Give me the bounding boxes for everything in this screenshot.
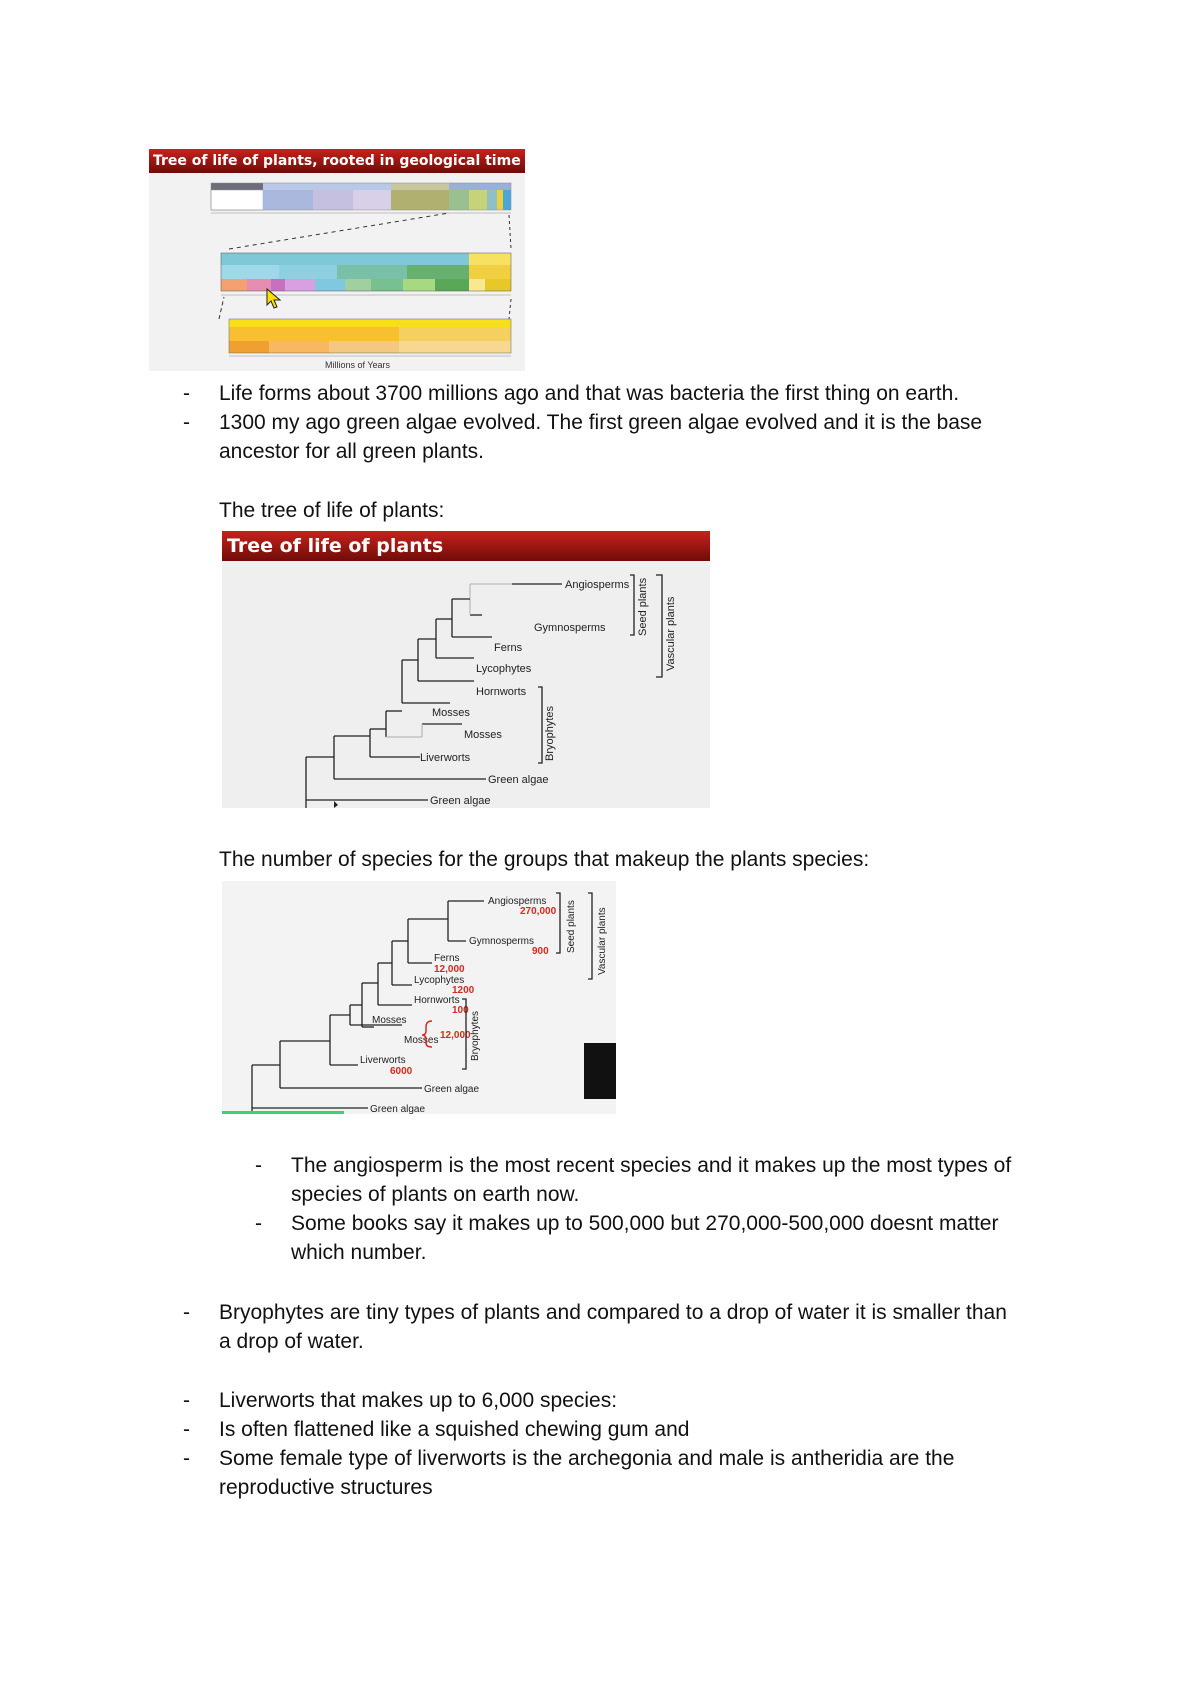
cursor-icon xyxy=(267,289,280,308)
bullet-dash: - xyxy=(183,1389,190,1412)
taxon-label: Green algae xyxy=(370,1104,426,1114)
taxon-label: Hornworts xyxy=(476,686,527,698)
count-lycophytes: 1200 xyxy=(452,985,475,996)
bullet-text: Liverworts that makes up to 6,000 species: xyxy=(219,1389,618,1412)
bullet-text: Bryophytes are tiny types of plants and compared to a drop of water it is smaller than xyxy=(219,1301,1007,1324)
taxon-label: Liverworts xyxy=(420,752,471,764)
heading-tree: The tree of life of plants: xyxy=(219,499,445,522)
bullet-text: Some books say it makes up to 500,000 but 270,000-500,000 doesnt matter xyxy=(291,1212,999,1235)
bullet-dash: - xyxy=(183,1301,190,1324)
bullet-text-continued: reproductive structures xyxy=(219,1476,433,1499)
count-hornworts: 100 xyxy=(452,1005,469,1016)
tree-of-life-figure xyxy=(222,531,710,808)
bullet-dash: - xyxy=(183,411,190,434)
bullet-text: Some female type of liverworts is the archegonia and male is antheridia are the xyxy=(219,1447,955,1470)
taxon-label: Mosses xyxy=(464,729,502,741)
taxon-label: Mosses xyxy=(372,1015,407,1026)
group-label-vascular: Vascular plants xyxy=(665,596,677,671)
bullet-dash: - xyxy=(255,1212,262,1235)
timescale-bar-3 xyxy=(229,319,511,356)
timescale-bar-1 xyxy=(211,183,511,213)
taxon-label: Ferns xyxy=(494,642,523,654)
taxon-label: Hornworts xyxy=(414,995,460,1006)
taxon-label: Green algae xyxy=(424,1084,480,1095)
count-angiosperms: 270,000 xyxy=(520,906,557,917)
group-label-bryo: Bryophytes xyxy=(544,705,556,761)
species-phylogeny-graphic xyxy=(222,881,616,1114)
cursor-icon xyxy=(334,801,338,808)
taxon-label: Angiosperms xyxy=(488,896,547,907)
bullet-text-continued: a drop of water. xyxy=(219,1330,364,1353)
count-gymnosperms: 900 xyxy=(532,946,549,957)
geological-timescale-graphic xyxy=(149,149,525,371)
taxon-label: Ferns xyxy=(434,953,460,964)
bullet-text: Is often flattened like a squished chewing gum and xyxy=(219,1418,690,1441)
bullet-dash: - xyxy=(255,1154,262,1177)
figure2-banner: Tree of life of plants xyxy=(222,531,710,561)
axis-label: Millions of Years xyxy=(325,360,391,370)
bullet-text-continued: species of plants on earth now. xyxy=(291,1183,580,1206)
taxon-label: Mosses xyxy=(404,1035,439,1046)
taxon-label: Green algae xyxy=(488,774,549,786)
count-mosses: 12,000 xyxy=(440,1030,471,1041)
group-label-seed: Seed plants xyxy=(566,900,577,953)
species-count-figure xyxy=(222,881,616,1114)
taxon-label: Gymnosperms xyxy=(534,622,606,634)
count-liverworts: 6000 xyxy=(390,1066,413,1077)
heading-species: The number of species for the groups that makeup the plants species: xyxy=(219,848,870,871)
timescale-bar-2 xyxy=(221,253,511,295)
group-label-bryo: Bryophytes xyxy=(470,1010,481,1061)
taxon-label: Liverworts xyxy=(360,1055,406,1066)
bullet-dash: - xyxy=(183,1418,190,1441)
taxon-label: Lycophytes xyxy=(476,663,532,675)
taxon-label: Angiosperms xyxy=(565,579,630,591)
taxon-label: Green algae xyxy=(430,795,491,807)
taxon-label: Lycophytes xyxy=(414,975,465,986)
taxon-label: Mosses xyxy=(432,707,470,719)
progress-line xyxy=(222,1111,344,1114)
video-thumbnail xyxy=(584,1043,616,1099)
bullet-text: The angiosperm is the most recent species and it makes up the most types of xyxy=(291,1154,1012,1177)
bullet-text-continued: ancestor for all green plants. xyxy=(219,440,484,463)
geological-time-figure xyxy=(149,149,525,371)
bullet-dash: - xyxy=(183,1447,190,1470)
bullet-dash: - xyxy=(183,382,190,405)
group-label-vascular: Vascular plants xyxy=(597,907,608,975)
phylogeny-graphic xyxy=(222,531,710,808)
group-label-seed: Seed plants xyxy=(637,577,649,636)
taxon-label: Gymnosperms xyxy=(469,936,535,947)
count-ferns: 12,000 xyxy=(434,964,465,975)
bullet-text-continued: which number. xyxy=(291,1241,427,1264)
bullet-text: 1300 my ago green algae evolved. The first green algae evolved and it is the base xyxy=(219,411,983,434)
bullet-text: Life forms about 3700 millions ago and that was bacteria the first thing on earth. xyxy=(219,382,960,405)
figure1-banner: Tree of life of plants, rooted in geological time xyxy=(149,149,525,173)
